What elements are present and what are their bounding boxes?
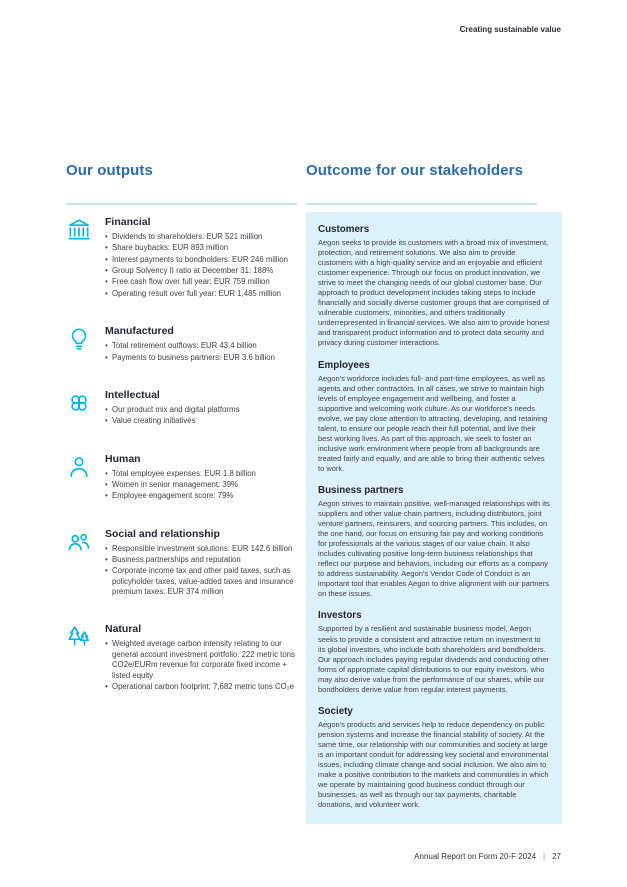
right-column-title: Outcome for our stakeholders (306, 162, 524, 180)
bullet-item: • Total retirement outflows: EUR 43.4 billion (105, 341, 275, 351)
bullet-item: • Dividends to shareholders: EUR 521 million (105, 232, 288, 242)
capital-heading: Human (105, 452, 141, 465)
capital-bullets (105, 405, 239, 427)
capital-section-human (66, 453, 299, 503)
bullet-item: • Women in senior management: 39% (105, 480, 256, 490)
people-icon (66, 528, 96, 599)
capital-section-financial (66, 216, 299, 300)
running-header: Creating sustainable value (459, 25, 561, 34)
capital-heading: Financial (105, 216, 151, 228)
stakeholder-heading: Society (318, 705, 353, 717)
stakeholders-panel (306, 212, 562, 824)
capital-bullets (105, 341, 275, 363)
capital-bullets (105, 639, 299, 692)
page-footer (414, 852, 561, 861)
bullet-item: • Value creating initiatives (105, 416, 239, 426)
stakeholder-section-investors (318, 610, 550, 694)
bullet-item: • Group Solvency II ratio at December 31: 188% (105, 266, 288, 276)
bullet-item: • Corporate income tax and other paid taxes, such as policyholder taxes, value-added taxes and insurance premium taxes: EUR 374 million (105, 566, 299, 597)
bullet-item: • Employee engagement score: 79% (105, 491, 256, 501)
footer-separator: | (543, 852, 546, 861)
capital-bullets (105, 232, 288, 299)
capital-heading: Manufactured (105, 325, 174, 338)
capital-section-manufactured (66, 325, 299, 364)
bullet-item: • Total employee expenses: EUR 1.8 billion (105, 469, 256, 479)
trees-icon (66, 623, 96, 693)
stakeholder-body: Aegon's workforce includes full- and part-time employees, as well as agents and other contractors. In all cases, we strive to maintain high levels of employee engagement and wellbeing, and foster a supportive and welcoming work culture. As our workforce's needs evolve, we pay close attention to attracting, developing, and retaining talent, to ensure our people reach their full potential, and live their best working lives. As part of this approach, we seek to foster an inclusive work environment where people from all backgrounds are treated fairly and equally, and are able to bring their authentic selves to work. (318, 373, 548, 473)
capital-bullets (105, 544, 299, 598)
stakeholder-body: Aegon's products and services help to reduce dependency on public pension systems and increase the financial stability of society. At the same time, our relationship with our communities and society at large is an important conduit for addressing key societal and environmental issues, including climate change and social inclusion. We also aim to make a positive contribution to the markets and communities in which we operate by maintaining good business conduct through our businesses, as well as through our tax payments, charitable donations, and volunteer work. (318, 719, 549, 810)
bullet-item: • Payments to business partners: EUR 3.6 billion (105, 353, 275, 363)
bullet-item: • Interest payments to bondholders: EUR 246 million (105, 255, 288, 265)
capital-section-intellectual (66, 389, 299, 428)
person-icon (66, 453, 96, 503)
capital-heading: Social and relationship (105, 527, 220, 540)
bullet-item: • Our product mix and digital platforms (105, 405, 239, 415)
stakeholder-body: Supported by a resilient and sustainable business model, Aegon seeks to provide a consistent and attractive return on investment to its global investors, who include both shareholders and bondholders. Our approach includes paying regular dividends and conducting other forms of appropriate capital distributions to our equity investors, who may also derive value from the performance of our shares, while our bondholders derive value from regular interest payments. (318, 624, 549, 694)
stakeholder-body: Aegon strives to maintain positive, well-managed relationships with its suppliers and other value chain partners, including distributors, joint venture partners, reinsurers, and sourcing partners. This includes, on the one hand, our focus on ensuring fair pay and working conditions for professionals at the various stages of our value chain. It also includes cultivating positive long-term business relationships that reflect our purpose and behaviors, including our efforts as a company to address sustainability. Aegon's Vendor Code of Conduct is an important tool that enables Aegon to drive alignment with our partners on these issues. (318, 498, 550, 599)
stakeholder-heading: Customers (318, 224, 370, 235)
bank-icon (66, 216, 96, 300)
bullet-item: • Operational carbon footprint: 7,682 metric tons CO₂e (105, 682, 299, 692)
stakeholder-section-business-partners (318, 485, 550, 599)
stakeholder-heading: Business partners (318, 484, 404, 496)
capital-heading: Intellectual (105, 388, 160, 401)
bullet-item: • Operating result over full year: EUR 1,485 million (105, 289, 288, 299)
stakeholder-heading: Employees (318, 359, 370, 371)
divider-rule-left (66, 203, 297, 205)
left-column-title: Our outputs (66, 162, 153, 180)
stakeholder-body: Aegon seeks to provide its customers with a broad mix of investment, protection, and retirement solutions. We also aim to provide customers with a high-quality service and an enjoyable and efficient customer experience. Through our focus on product innovation, we strive to meet the changing needs of our global customer base. Our approach to product development includes taking steps to include financially and socially diverse customer groups that are comprised of vulnerable customers, minorities, and others traditionally underrepresented in financial services. We also aim to provide honest and transparent product information and to protect data security and privacy during customer interactions. (318, 238, 550, 348)
outputs-column (66, 216, 299, 718)
page-number: 27 (552, 852, 561, 861)
capital-bullets (105, 469, 256, 502)
stakeholder-section-employees (318, 360, 550, 474)
bullet-item: • Business partnerships and reputation (105, 555, 299, 565)
bullet-item: • Responsible investment solutions: EUR 142.6 billion (105, 544, 299, 554)
stakeholder-section-customers (318, 224, 550, 349)
divider-rule-right (306, 203, 537, 205)
stakeholder-heading: Investors (318, 610, 362, 622)
footer-report-title: Annual Report on Form 20-F 2024 (414, 852, 537, 861)
capital-section-social (66, 528, 299, 599)
capital-heading: Natural (105, 623, 142, 636)
brain-icon (66, 389, 96, 428)
bullet-item: • Share buybacks: EUR 893 million (105, 243, 288, 253)
bullet-item: • Free cash flow over full year: EUR 759 million (105, 277, 288, 287)
capital-section-natural (66, 623, 299, 693)
lightbulb-icon (66, 325, 96, 364)
bullet-item: • Weighted average carbon intensity relating to our general account investment portfolio: 222 metric tons CO2e/EURm revenue for corporate fixed income + listed equity (105, 639, 299, 680)
stakeholder-section-society (318, 706, 550, 810)
